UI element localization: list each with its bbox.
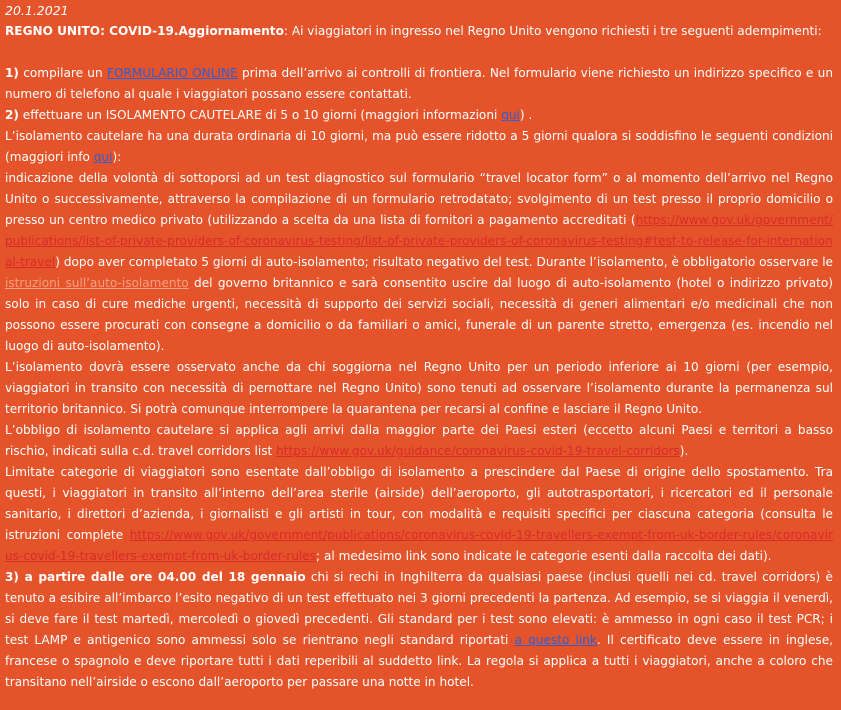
point-1-text: compilare un <box>18 66 107 80</box>
intro-text: : Ai viaggiatori in ingresso nel Regno Unito vengono richiesti i tre seguenti adempimenti: <box>283 24 822 38</box>
isolation-text-end: ): <box>112 150 122 164</box>
self-isolation-instructions-link[interactable]: istruzioni sull’auto-isolamento <box>5 276 189 290</box>
point-1-number: 1) <box>5 66 19 80</box>
exempt-travellers-link[interactable]: https://www.gov.uk/government/publications/coronavirus-covid-19-travellers-exempt-from-uk-border-rules/coronavirus-covid-19-travellers-exempt-from-uk-border-rules <box>5 528 833 563</box>
private-providers-link[interactable]: https://www.gov.uk/government/publications/list-of-private-providers-of-coronavirus-testing/list-of-private-providers-of-coronavirus-testing#test-to-release-for-international-travel <box>5 213 833 269</box>
short-stay-paragraph: L’isolamento dovrà essere osservato anche da chi soggiorna nel Regno Unito per un periodo inferiore ai 10 giorni (per esempio, viaggiatori in transito con necessità di pernottare nel Regno Unito) sono tenuti ad osservare l’isolamento durante la permanenza sul territorio britannico. Si potrà comunque interrompere la quarantena per recarsi al confine e lasciare il Regno Unito. <box>5 360 833 416</box>
point-2-number: 2) <box>5 108 19 122</box>
conditions-paragraph <box>5 168 833 357</box>
more-info-link[interactable]: qui <box>501 108 520 122</box>
more-info-conditions-link[interactable]: qui <box>93 150 113 164</box>
point-3-text: chi si rechi in Inghilterra da qualsiasi paese (inclusi quelli nei cd. travel corridors) è tenuto a esibire all’imbarco l’esito negativo di un test effettuato nei 3 giorni precedenti la partenza. Ad esempio, se si viaggia il venerdì, si deve fare il test martedì, mercoledì o giovedì precedenti. Gli standard per i test sono elevati: è ammesso in ogni caso il test PCR; i test LAMP e antigenico sono ammessi solo se rientrano negli standard riportati <box>5 570 833 647</box>
travel-corridors-link[interactable]: https://www.gov.uk/guidance/coronavirus-covid-19-travel-corridors <box>276 444 680 458</box>
corridors-text: L’obbligo di isolamento cautelare si applica agli arrivi dalla maggior parte dei Paesi esteri (eccetto alcuni Paesi e territori a basso rischio, indicati sulla c.d. travel corridors list <box>5 423 833 458</box>
article-date: 20.1.2021 <box>5 3 69 18</box>
intro-title: REGNO UNITO: COVID-19.Aggiornamento <box>5 24 284 38</box>
conditions-text-end: del governo britannico e sarà consentito uscire dal luogo di auto-isolamento (hotel o indirizzo privato) solo in caso di cure mediche urgenti, necessità di supporto dei servizi sociali, necessità di generi alimentari e/o medicinali che non possono essere procurati con consegne a domicilio o da familiari o amici, funerale di un parente stretto, emergenza (es. incendio nel luogo di auto-isolamento). <box>5 276 833 353</box>
point-2 <box>5 105 833 126</box>
exempt-paragraph <box>5 462 833 567</box>
exempt-text: Limitate categorie di viaggiatori sono esentate dall’obbligo di isolamento a prescindere dal Paese di origine dello spostamento. Tra questi, i viaggiatori in transito all’interno dell’area sterile (airside) dell’aeroporto, gli autotrasportatori, i ricercatori ed il personale sanitario, i direttori d’azienda, i giornalisti e gli artisti in tour, con modalità e requisiti specifici per ciascuna categoria (consulta le istruzioni complete <box>5 465 833 542</box>
point-1 <box>5 63 833 105</box>
corridors-paragraph <box>5 420 833 462</box>
corridors-text-end: ). <box>679 444 689 458</box>
point-3 <box>5 567 833 693</box>
point-3-heading: 3) a partire dalle ore 04.00 del 18 gennaio <box>5 570 306 584</box>
exempt-text-end: ; al medesimo link sono indicate le categorie esenti dalla raccolta dei dati). <box>316 549 772 563</box>
point-2-text: effettuare un ISOLAMENTO CAUTELARE di 5 o 10 giorni (maggiori informazioni <box>18 108 502 122</box>
test-standards-link[interactable]: a questo link <box>514 633 597 647</box>
point-2-text-end: ) . <box>519 108 533 122</box>
point-1-text-end: prima dell’arrivo ai controlli di frontiera. Nel formulario viene richiesto un indirizzo specifico e un numero di telefono al quale i viaggiatori possano essere contattati. <box>5 66 833 101</box>
online-form-link[interactable]: FORMULARIO ONLINE <box>106 66 238 80</box>
isolation-paragraph <box>5 126 833 168</box>
point-3-text-end: . Il certificato deve essere in inglese, francese o spagnolo e deve riportare tutti i dati reperibili al suddetto link. La regola si applica a tutti i viaggiatori, anche a coloro che transitano nell’airside o escono dall’aeroporto per passare una notte in hotel. <box>5 633 834 689</box>
intro-paragraph <box>5 21 833 42</box>
conditions-text-mid: ) dopo aver completato 5 giorni di auto-isolamento; risultato negativo del test. Durante l’isolamento, è obbligatorio osservare le <box>55 255 833 269</box>
isolation-text: L’isolamento cautelare ha una durata ordinaria di 10 giorni, ma può essere ridotto a 5 giorni qualora si soddisfino le seguenti condizioni (maggiori info <box>5 129 833 164</box>
conditions-text: indicazione della volontà di sottoporsi ad un test diagnostico sul formulario “travel locator form” o al momento dell’arrivo nel Regno Unito o successivamente, attraverso la compilazione di un formulario retrodatato; svolgimento di un test presso il proprio domicilio o presso un centro medico privato (utilizzando a scelta da una lista di fornitori a pagamento accreditati ( <box>5 171 833 227</box>
